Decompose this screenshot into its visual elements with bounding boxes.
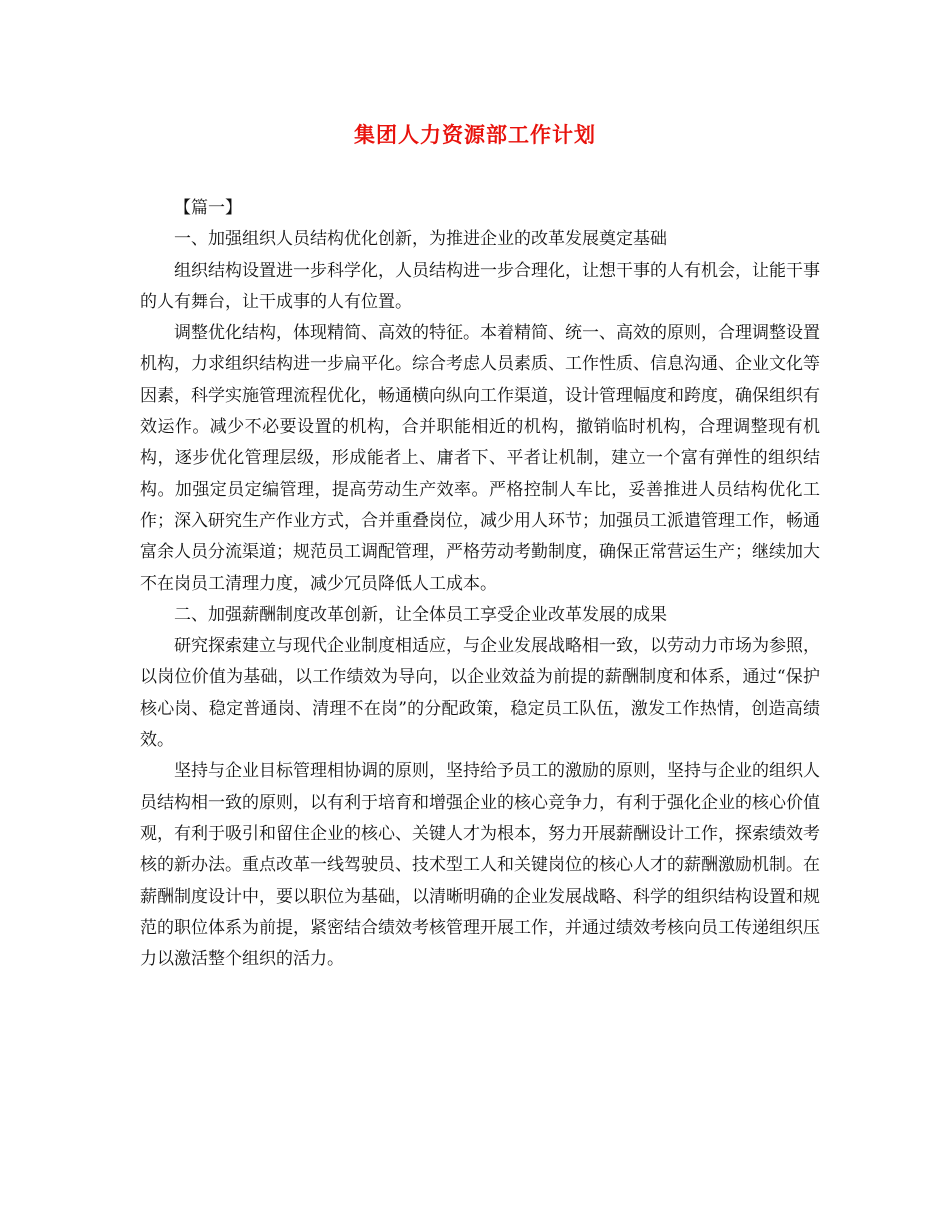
document-body <box>140 193 820 975</box>
paragraph: 调整优化结构，体现精简、高效的特征。本着精简、统一、高效的原则，合理调整设置机构，力求组织结构进一步扁平化。综合考虑人员素质、工作性质、信息沟通、企业文化等因素，科学实施管理流程优化，畅通横向纵向工作渠道，设计管理幅度和跨度，确保组织有效运作。减少不必要设置的机构，合并职能相近的机构，撤销临时机构，合理调整现有机构，逐步优化管理层级，形成能者上、庸者下、平者让机制，建立一个富有弹性的组织结构。加强定员定编管理，提高劳动生产效率。严格控制人车比，妥善推进人员结构优化工作；深入研究生产作业方式，合并重叠岗位，减少用人环节；加强员工派遣管理工作，畅通富余人员分流渠道；规范员工调配管理，严格劳动考勤制度，确保正常营运生产；继续加大不在岗员工清理力度，减少冗员降低人工成本。 <box>140 323 820 594</box>
section-label: 【篇一】 <box>174 198 242 218</box>
document-title: 集团人力资源部工作计划 <box>354 122 596 147</box>
paragraph: 坚持与企业目标管理相协调的原则，坚持给予员工的激励的原则，坚持与企业的组织人员结构相一致的原则，以有利于培育和增强企业的核心竞争力，有利于强化企业的核心价值观，有利于吸引和留住企业的核心、关键人才为根本，努力开展薪酬设计工作，探索绩效考核的新办法。重点改革一线驾驶员、技术型工人和关键岗位的核心人才的薪酬激励机制。在薪酬制度设计中，要以职位为基础，以清晰明确的企业发展战略、科学的组织结构设置和规范的职位体系为前提，紧密结合绩效考核管理开展工作，并通过绩效考核向员工传递组织压力以激活整个组织的活力。 <box>140 761 820 970</box>
section-heading-1: 一、加强组织人员结构优化创新，为推进企业的改革发展奠定基础 <box>174 229 667 250</box>
paragraph: 组织结构设置进一步科学化，人员结构进一步合理化，让想干事的人有机会，让能干事的人有舞台，让干成事的人有位置。 <box>140 260 820 312</box>
section-heading-2: 二、加强薪酬制度改革创新，让全体员工享受企业改革发展的成果 <box>174 604 667 625</box>
paragraph: 研究探索建立与现代企业制度相适应，与企业发展战略相一致，以劳动力市场为参照，以岗位价值为基础，以工作绩效为导向，以企业效益为前提的薪酬制度和体系，通过“保护核心岗、稳定普通岗、清理不在岗”的分配政策，稳定员工队伍，激发工作热情，创造高绩效。 <box>140 636 820 751</box>
